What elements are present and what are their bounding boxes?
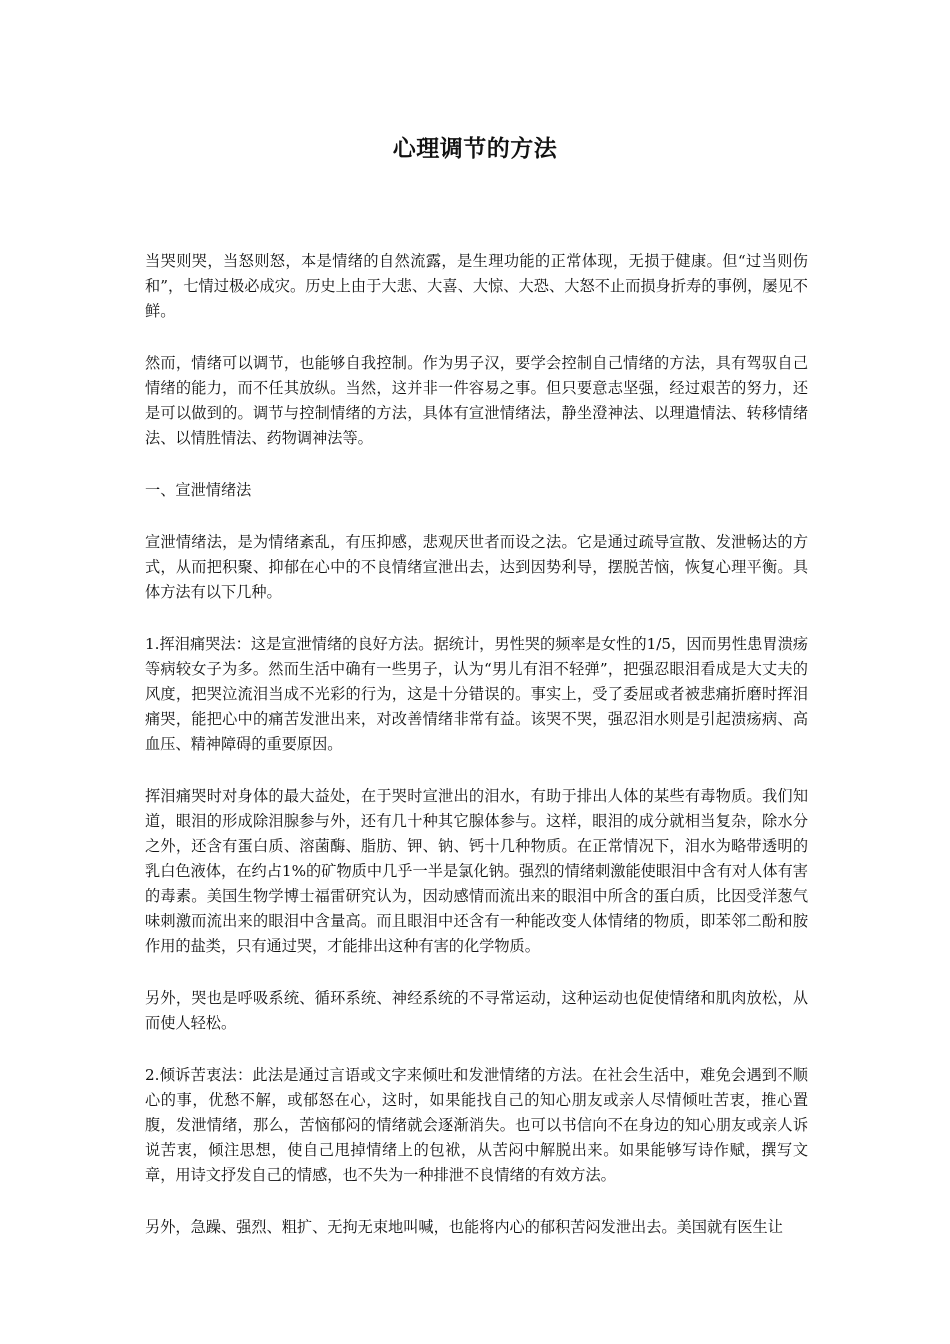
- document-title: 心理调节的方法: [392, 136, 558, 162]
- paragraph-regulation: 然而，情绪可以调节，也能够自我控制。作为男子汉，要学会控制自己情绪的方法，具有驾驭自己情绪的能力，而不任其放纵。当然，这并非一件容易之事。但只要意志坚强，经过艰苦的努力，还是可以做到的。调节与控制情绪的方法，具体有宣泄情绪法，静坐澄神法、以理遣情法、转移情绪法、以情胜情法、药物调神法等。: [145, 354, 808, 447]
- paragraph-tears-benefit: 挥泪痛哭时对身体的最大益处，在于哭时宣泄出的泪水，有助于排出人体的某些有毒物质。我们知道，眼泪的形成除泪腺参与外，还有几十种其它腺体参与。这样，眼泪的成分就相当复杂，除水分之外，还含有蛋白质、溶菌酶、脂肪、钾、钠、钙十几种物质。在正常情况下，泪水为略带透明的乳白色液体，在约占1%的矿物质中几乎一半是氯化钠。强烈的情绪刺激能使眼泪中含有对人体有害的毒素。美国生物学博士福雷研究认为，因动感情而流出来的眼泪中所含的蛋白质，比因受洋葱气味刺激而流出来的眼泪中含量高。而且眼泪中还含有一种能改变人体情绪的物质，即苯邻二酚和胺作用的盐类，只有通过哭，才能排出这种有害的化学物质。: [145, 787, 808, 955]
- paragraph-shouting: 另外，急躁、强烈、粗扩、无拘无束地叫喊，也能将内心的郁积苦闷发泄出去。美国就有医生让: [145, 1218, 783, 1236]
- paragraph-crying-method: 1.挥泪痛哭法：这是宣泄情绪的良好方法。据统计，男性哭的频率是女性的1/5，因而男性患胃溃疡等病较女子为多。然而生活中确有一些男子，认为“男儿有泪不轻弹”，把强忍眼泪看成是大丈夫的风度，把哭泣流泪当成不光彩的行为，这是十分错误的。事实上，受了委屈或者被悲痛折磨时挥泪痛哭，能把心中的痛苦发泄出来，对改善情绪非常有益。该哭不哭，强忍泪水则是引起溃疡病、高血压、精神障碍的重要原因。: [145, 635, 808, 753]
- paragraph-venting-intro: 宣泄情绪法，是为情绪紊乱，有压抑感，悲观厌世者而设之法。它是通过疏导宣散、发泄畅达的方式，从而把积聚、抑郁在心中的不良情绪宣泄出去，达到因势利导，摆脱苦恼，恢复心理平衡。具体方法有以下几种。: [145, 533, 808, 601]
- paragraph-intro: 当哭则哭，当怒则怒，本是情绪的自然流露，是生理功能的正常体现，无损于健康。但“过当则伤和”，七情过极必成灾。历史上由于大悲、大喜、大惊、大恐、大怒不止而损身折寿的事例，屡见不鲜。: [145, 252, 808, 320]
- paragraph-crying-exercise: 另外，哭也是呼吸系统、循环系统、神经系统的不寻常运动，这种运动也促使情绪和肌肉放松，从而使人轻松。: [145, 989, 808, 1032]
- section-heading-venting: 一、宣泄情绪法: [145, 481, 252, 499]
- paragraph-confiding-method: 2.倾诉苦衷法：此法是通过言语或文字来倾吐和发泄情绪的方法。在社会生活中，难免会遇到不顺心的事，优愁不解，或郁怒在心，这时，如果能找自己的知心朋友或亲人尽情倾吐苦衷，推心置腹，发泄情绪，那么，苦恼郁闷的情绪就会逐渐消失。也可以书信向不在身边的知心朋友或亲人诉说苦衷，倾注思想，使自己甩掉情绪上的包袱，从苦闷中解脱出来。如果能够写诗作赋，撰写文章，用诗文抒发自己的情感，也不失为一种排泄不良情绪的有效方法。: [145, 1066, 808, 1184]
- document-body: [145, 249, 808, 1267]
